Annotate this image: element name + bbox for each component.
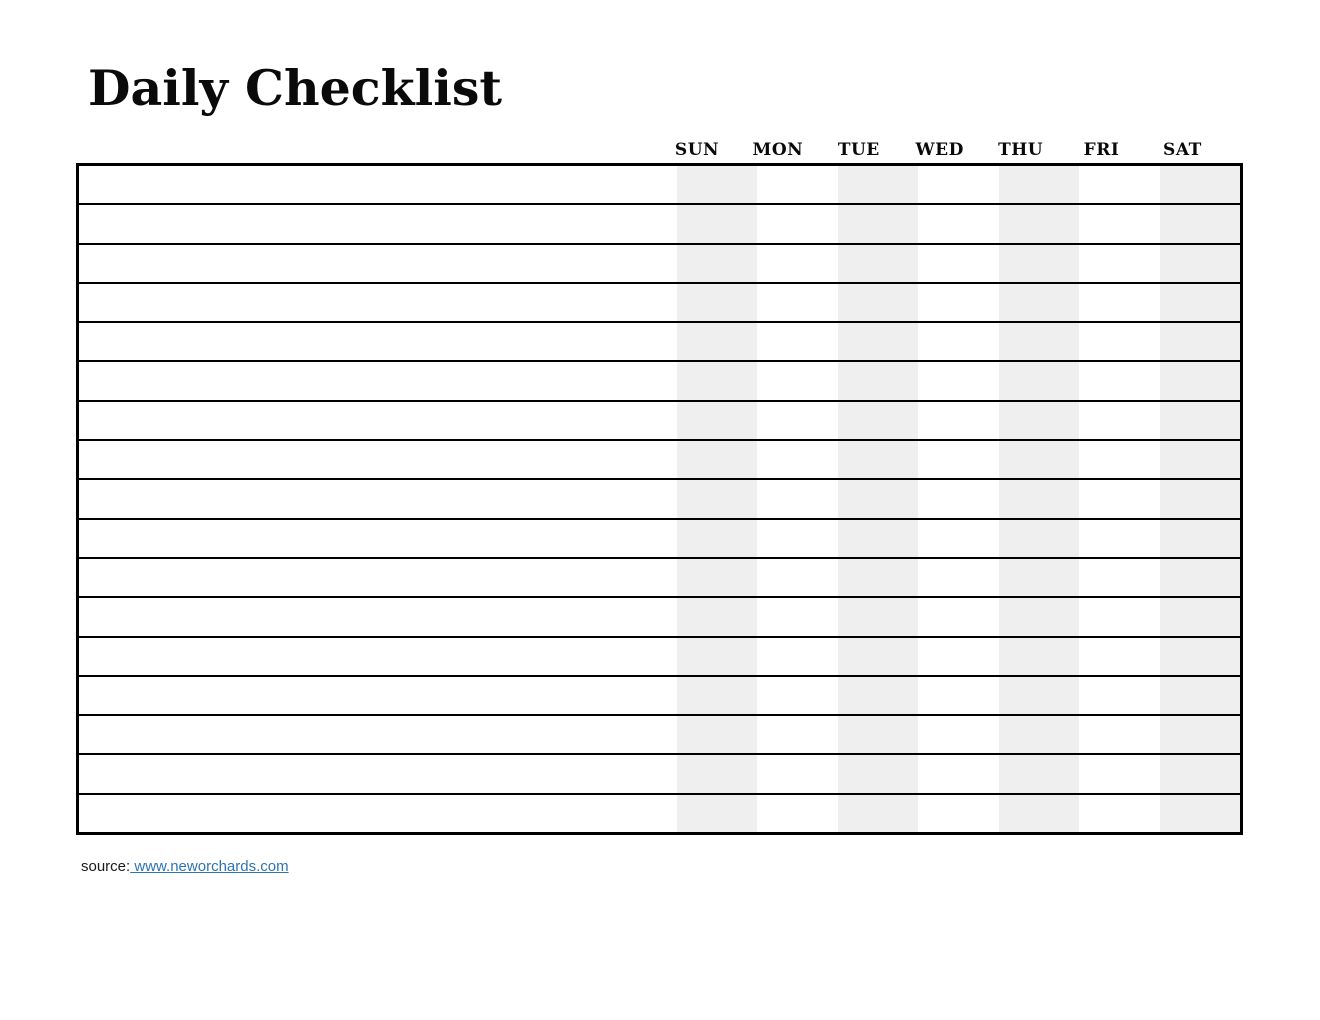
- page-title: Daily Checklist: [88, 59, 503, 117]
- table-row: [79, 716, 1240, 755]
- day-header-fri: FRI: [1083, 140, 1120, 160]
- checklist-table: [76, 163, 1243, 835]
- table-row: [79, 245, 1240, 284]
- table-row: [79, 205, 1240, 244]
- table-row: [79, 755, 1240, 794]
- table-row: [79, 795, 1240, 832]
- table-row: [79, 677, 1240, 716]
- table-row: [79, 480, 1240, 519]
- table-row: [79, 638, 1240, 677]
- table-row: [79, 559, 1240, 598]
- checklist-rows: [79, 166, 1240, 832]
- day-header-thu: THU: [998, 140, 1044, 160]
- day-header-sat: SAT: [1163, 140, 1202, 160]
- table-row: [79, 323, 1240, 362]
- source-label: source:: [81, 858, 131, 875]
- table-row: [79, 284, 1240, 323]
- day-header-sun: SUN: [674, 140, 720, 160]
- day-header-mon: MON: [752, 140, 804, 160]
- table-row: [79, 166, 1240, 205]
- table-row: [79, 598, 1240, 637]
- table-row: [79, 441, 1240, 480]
- table-row: [79, 362, 1240, 401]
- table-row: [79, 402, 1240, 441]
- day-header-tue: TUE: [837, 140, 880, 160]
- source-link[interactable]: www.neworchards.com: [130, 858, 289, 875]
- day-header-wed: WED: [915, 140, 964, 160]
- table-row: [79, 520, 1240, 559]
- source-line: [81, 858, 289, 875]
